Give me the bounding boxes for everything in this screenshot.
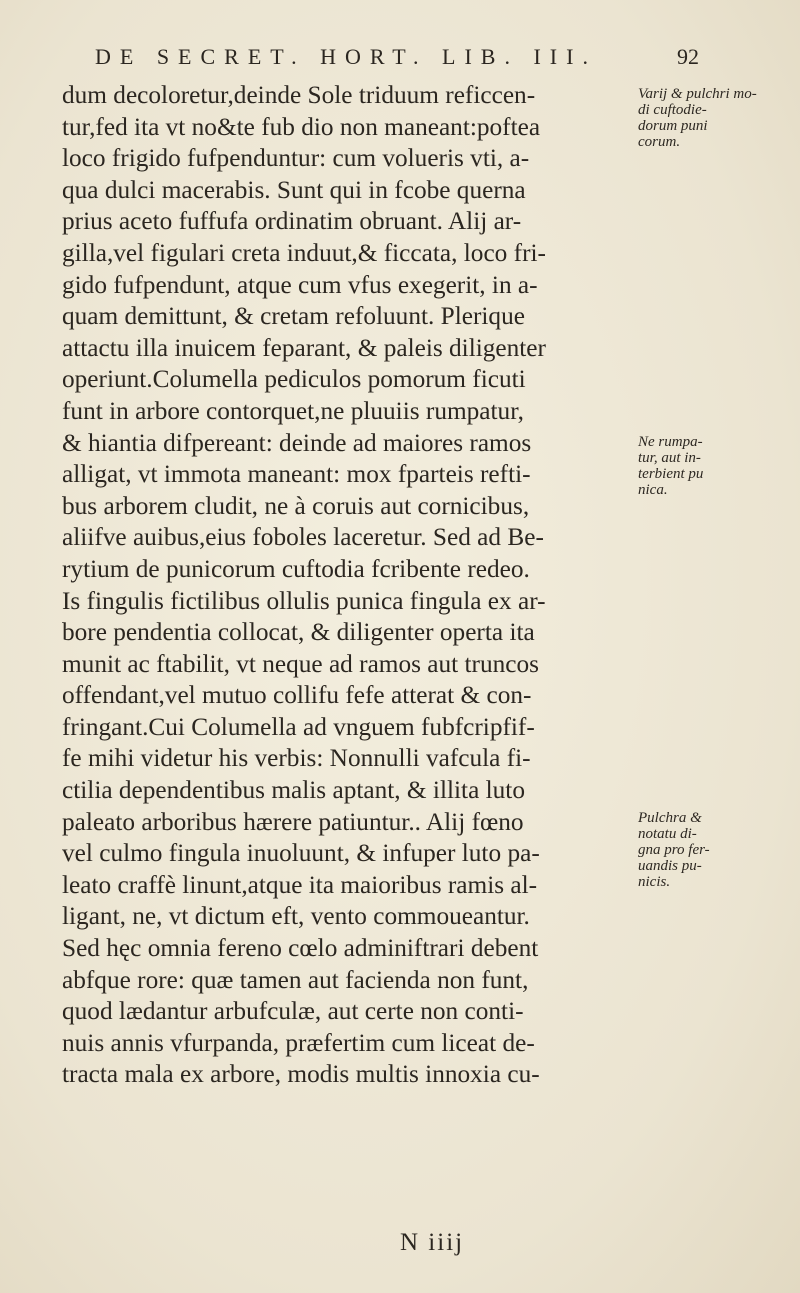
page-number: 92 [677,44,699,69]
text-line: gido fufpendunt, atque cum vfus exegerit, in a- [62,270,538,299]
margin-note-line: nicis. [638,874,671,890]
text-line: & hiantia difpereant: deinde ad maiores ramos [62,428,532,457]
text-line: abfque rore: quæ tamen aut facienda non funt, [62,965,529,994]
text-line: bus arborem cludit, ne à coruis aut cornicibus, [62,491,530,520]
text-line: tur,fed ita vt no&te fub dio non maneant:poftea [62,112,541,141]
margin-note-line: uandis pu- [638,858,702,874]
text-line: leato craffè linunt,atque ita maioribus ramis al- [62,870,538,899]
margin-note-line: Pulchra & [638,810,702,826]
text-line: dum decoloretur,deinde Sole triduum reficcen- [62,81,536,109]
text-line: Is fingulis fictilibus ollulis punica fingula ex ar- [62,586,546,615]
margin-note-1 [638,86,798,150]
margin-note-line: notatu di- [638,826,697,842]
text-line: bore pendentia collocat, & diligenter operta ita [62,618,535,647]
margin-note-line: corum. [638,134,681,150]
text-line: aliifve auibus,eius foboles laceretur. Sed ad Be- [62,523,544,552]
page-header [95,44,735,76]
text-line: tracta mala ex arbore, modis multis innoxia cu- [62,1060,540,1089]
running-head: DE SECRET. HORT. LIB. III. [95,44,597,69]
text-line: operiunt.Columella pediculos pomorum ficuti [62,365,526,394]
margin-note-line: gna pro fer- [638,842,710,858]
margin-note-2 [638,434,798,498]
main-text-block [62,80,634,1091]
text-line: ligant, ne, vt dictum eft, vento commoueantur. [62,902,530,931]
margin-note-line: dorum puni [638,118,708,134]
text-line: vel culmo fingula inuoluunt, & infuper luto pa- [62,839,540,868]
text-line: quod lædantur arbufculæ, aut certe non conti- [62,997,524,1026]
text-line: quam demittunt, & cretam refoluunt. Plerique [62,302,525,331]
text-line: attactu illa inuicem feparant, & paleis diligenter [62,333,546,362]
text-line: loco frigido fufpenduntur: cum volueris vti, a- [62,144,530,173]
text-line: funt in arbore contorquet,ne pluuiis rumpatur, [62,396,524,425]
margin-note-line: tur, aut in- [638,450,701,466]
text-line: Sed hęc omnia fereno cœlo adminiftrari debent [62,934,539,963]
margin-note-line: Ne rumpa- [638,434,703,450]
text-line: alligat, vt immota maneant: mox fparteis refti- [62,460,531,489]
text-line: fe mihi videtur his verbis: Nonnulli vafcula fi- [62,744,531,773]
text-line: fringant.Cui Columella ad vnguem fubfcripfif- [62,712,535,741]
text-line: nuis annis vfurpanda, præfertim cum liceat de- [62,1028,535,1057]
text-line: qua dulci macerabis. Sunt qui in fcobe quernа [62,175,526,204]
text-line: ctilia dependentibus malis aptant, & illita luto [62,776,525,805]
text-line: prius aceto fuffufa ordinatim obruant. Alij ar- [62,207,522,236]
margin-note-line: nica. [638,482,668,498]
margin-note-line: terbient pu [638,466,704,482]
margin-note-line: di cuftodie- [638,102,707,118]
text-line: paleato arboribus hærere patiuntur.. Alij fœno [62,807,524,836]
text-line: rytium de punicorum cuftodia fcribente redeo. [62,554,530,583]
margin-note-3 [638,810,798,890]
margin-note-line: Varij & pulchri mo- [638,86,757,102]
signature-mark: N iiij [400,1229,465,1256]
text-line: offendant,vel mutuo collifu fefe atterat & con- [62,681,532,710]
text-line: munit ac ftabilit, vt neque ad ramos aut truncos [62,649,539,678]
text-line: gilla,vel figulari creta induut,& ficcata, loco fri- [62,238,546,267]
